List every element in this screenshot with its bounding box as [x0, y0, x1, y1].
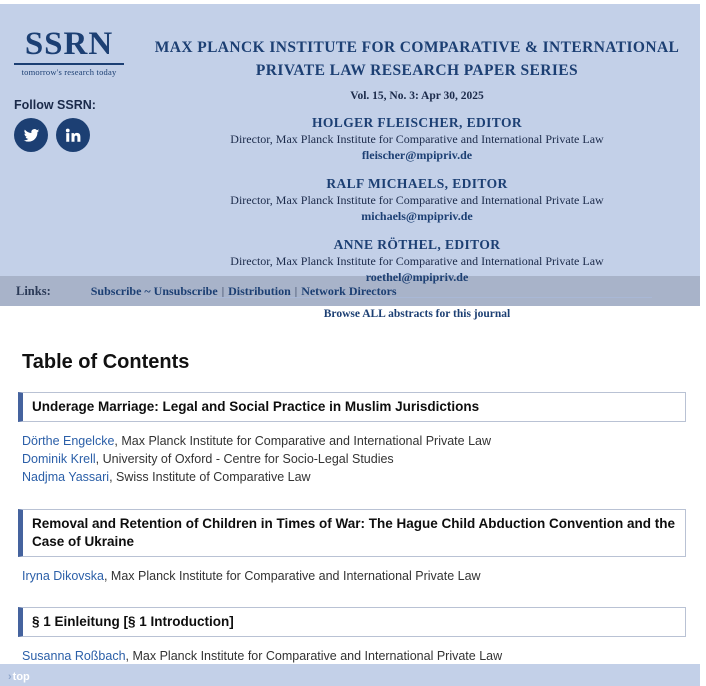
author-line — [22, 450, 688, 468]
author-affiliation: , Max Planck Institute for Comparative and International Private Law — [114, 434, 491, 449]
logo-rule — [14, 63, 124, 65]
linkedin-icon[interactable] — [56, 118, 90, 152]
paper-authors — [18, 422, 688, 492]
author-line — [22, 647, 688, 665]
editor-email-link[interactable]: roethel@mpipriv.de — [365, 269, 469, 284]
author-affiliation: , Max Planck Institute for Comparative and International Private Law — [103, 569, 481, 584]
paper-entry — [18, 509, 688, 592]
editor-affiliation: Director, Max Planck Institute for Comparative and International Private Law — [230, 192, 604, 207]
author-line — [22, 468, 688, 486]
editor-entry-2 — [136, 237, 698, 285]
paper-title: § 1 Einleitung [§ 1 Introduction] — [32, 614, 234, 630]
paper-entry — [18, 392, 688, 493]
author-line — [22, 432, 688, 450]
paper-spacer — [18, 597, 688, 607]
browse-all-abstracts-link[interactable]: Browse ALL abstracts for this journal — [323, 307, 511, 320]
author-affiliation: , Swiss Institute of Comparative Law — [109, 470, 311, 485]
link-network-directors[interactable]: Network Directors — [301, 283, 397, 298]
twitter-icon[interactable] — [14, 118, 48, 152]
follow-ssrn-block — [14, 98, 134, 152]
paper-title: Underage Marriage: Legal and Social Practice in Muslim Jurisdictions — [32, 399, 480, 414]
link-separator: | — [221, 283, 225, 298]
journal-header — [136, 14, 698, 320]
ssrn-logo[interactable] — [14, 28, 124, 77]
editor-name: HOLGER FLEISCHER, EDITOR — [311, 114, 523, 130]
footer-bar — [0, 664, 706, 686]
link-distribution[interactable]: Distribution — [228, 283, 291, 298]
editor-entry-1 — [136, 176, 698, 224]
paper-title: Removal and Retention of Children in Times of War: The Hague Child Abduction Convention and the Case of Ukraine — [32, 515, 676, 549]
author-name-link[interactable]: Susanna Roßbach — [22, 649, 126, 664]
paper-spacer — [18, 499, 688, 509]
ssrn-tagline: tomorrow's research today — [21, 67, 117, 77]
back-to-top-label: top — [12, 671, 30, 683]
author-name-link[interactable]: Nadjma Yassari — [22, 470, 110, 485]
author-name-link[interactable]: Iryna Dikovska — [22, 569, 104, 584]
editor-affiliation: Director, Max Planck Institute for Comparative and International Private Law — [230, 253, 604, 268]
author-line — [22, 567, 688, 585]
link-subscribe-unsubscribe[interactable]: Subscribe ~ Unsubscribe — [90, 283, 218, 298]
paper-title-box[interactable] — [18, 392, 686, 422]
paper-entry — [18, 607, 688, 671]
browse-divider — [182, 297, 652, 320]
editor-name: ANNE RÖTHEL, EDITOR — [333, 236, 501, 252]
social-links — [14, 118, 134, 152]
editor-email-link[interactable]: fleischer@mpipriv.de — [361, 147, 473, 162]
follow-label: Follow SSRN: — [14, 98, 96, 112]
editor-affiliation: Director, Max Planck Institute for Comparative and International Private Law — [230, 131, 604, 146]
author-affiliation: , Max Planck Institute for Comparative and International Private Law — [125, 649, 503, 664]
author-affiliation: , University of Oxford - Centre for Socio-Legal Studies — [95, 452, 394, 467]
editor-email-link[interactable]: michaels@mpipriv.de — [361, 208, 473, 223]
author-name-link[interactable]: Dominik Krell — [22, 452, 96, 467]
link-separator: | — [294, 283, 298, 298]
author-name-link[interactable]: Dörthe Engelcke — [22, 434, 115, 449]
links-label: Links: — [16, 283, 51, 298]
page-title: Table of Contents — [22, 351, 190, 373]
journal-volume: Vol. 15, No. 3: Apr 30, 2025 — [350, 89, 484, 102]
editor-entry-0 — [136, 115, 698, 163]
journal-title-line2: PRIVATE LAW RESEARCH PAPER SERIES — [255, 62, 579, 80]
table-of-contents — [0, 351, 706, 672]
editor-name: RALF MICHAELS, EDITOR — [326, 175, 508, 191]
paper-authors — [18, 557, 688, 591]
right-margin — [700, 0, 706, 686]
paper-title-box[interactable] — [18, 509, 686, 557]
chevron-up-icon: › — [8, 671, 12, 683]
paper-title-box[interactable] — [18, 607, 686, 637]
back-to-top-link[interactable] — [8, 671, 30, 683]
ssrn-wordmark: SSRN — [24, 26, 114, 62]
journal-title-line1: MAX PLANCK INSTITUTE FOR COMPARATIVE & INTERNATIONAL — [154, 39, 680, 56]
